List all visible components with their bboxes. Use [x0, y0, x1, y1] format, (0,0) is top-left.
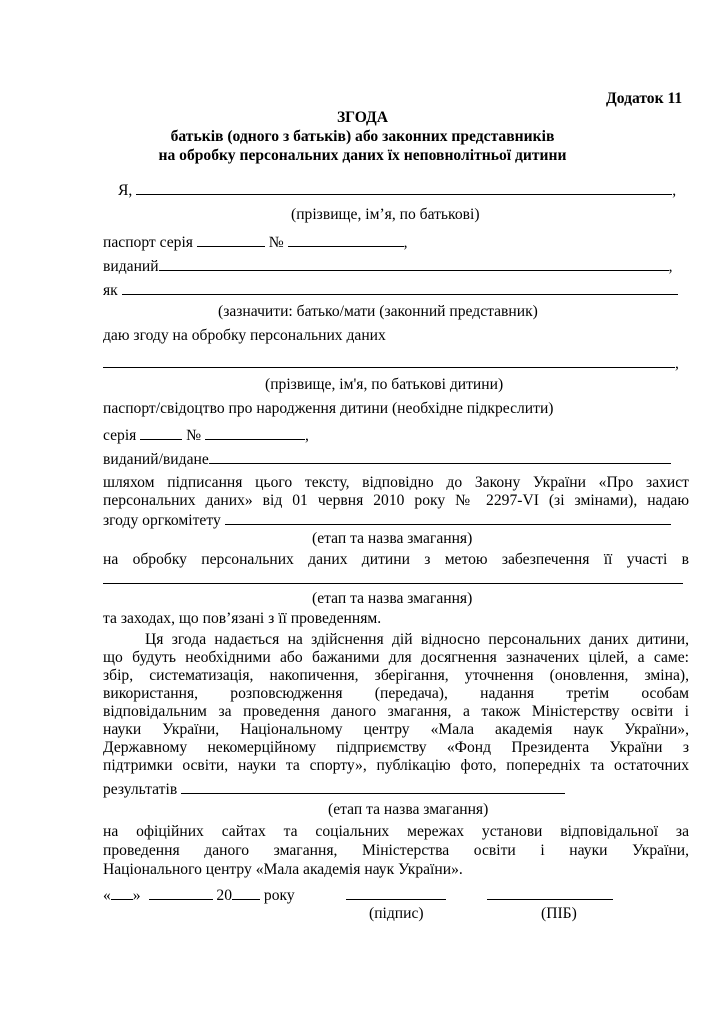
child-document-label: паспорт/свідоцтво про народження дитини (необхідне підкреслити) [103, 400, 554, 417]
para2-line4: використання, розповсюдження (передача), надання третім особам [103, 685, 689, 702]
hint-child-name: (прізвище, ім'я, по батькові дитини) [265, 376, 504, 393]
parent-role-field[interactable] [122, 281, 678, 295]
para1-line2: персональних даних» від 01 червня 2010 року № 2297-VI (зі змінами), надаю [103, 492, 689, 509]
para2-line6: науки України, Національному центру «Мала академія наук України», [103, 721, 689, 738]
para3-line3: Національного центру «Мала академія наук України». [103, 861, 463, 878]
results-label: результатів [103, 781, 178, 798]
consent-line: даю згоду на обробку персональних даних [103, 327, 386, 344]
parent-name-field[interactable] [136, 181, 672, 195]
comma: , [672, 182, 677, 199]
child-name-field[interactable] [103, 354, 675, 368]
document-subtitle-2: на обробку персональних даних їх неповнолітньої дитини [158, 147, 567, 164]
number-sign: № [268, 234, 284, 251]
passport-row: паспорт серія № , [103, 234, 408, 251]
as-row [103, 281, 678, 300]
year-prefix: 20 [216, 887, 232, 904]
passport-series-field[interactable] [197, 233, 265, 247]
para2-line1: Ця згода надається на здійснення дій відносно персональних даних дитини, [145, 631, 689, 648]
issued-fem-label: виданий/видане [103, 451, 209, 468]
para3-line2: проведення даного змагання, Міністерства освіти і науки України, [103, 842, 689, 859]
para2-line2: що будуть необхідними або бажаними для досягнення зазначених цілей, а саме: [103, 649, 689, 666]
issued-field[interactable] [159, 257, 669, 271]
document-subtitle-1: батьків (одного з батьків) або законних представників [170, 128, 555, 145]
child-number-field[interactable] [205, 426, 305, 440]
para1-line1: шляхом підписання цього тексту, відповідно до Закону України «Про захист [103, 474, 689, 491]
signature-label: (підпис) [369, 905, 424, 922]
para2-line7: Державному некомерційному підприємству «Фонд Президента України з [103, 739, 689, 756]
date-row: « » 20 року [103, 887, 295, 904]
purpose-line: на обробку персональних даних дитини з метою забезпечення її участі в [103, 551, 689, 568]
hint-stage-1: (етап та назва змагання) [312, 530, 473, 547]
hint-parent-role: (зазначити: батько/мати (законний представник) [218, 303, 538, 320]
document-title: ЗГОДА [336, 109, 389, 126]
child-name-row: , [103, 354, 679, 373]
full-name-field[interactable] [487, 886, 613, 900]
year-word: року [263, 887, 295, 904]
para1-line3: згоду оргкомітету [103, 512, 221, 529]
child-issued-row [103, 450, 671, 469]
series-label: серія [103, 427, 137, 444]
para2-line3: збір, систематизація, накопичення, зберігання, уточнення (оновлення, зміна), [103, 667, 689, 684]
child-series-field[interactable] [140, 426, 182, 440]
month-field[interactable] [149, 886, 213, 900]
issued-row: виданий , [103, 258, 673, 275]
day-field[interactable] [111, 886, 133, 900]
stage-row-2 [103, 570, 683, 589]
full-name-label: (ПІБ) [541, 905, 577, 922]
hint-parent-name: (прізвище, ім’я, по батькові) [291, 206, 480, 223]
stage-field-1[interactable] [225, 511, 671, 525]
results-row [103, 780, 565, 799]
stage-field-3[interactable] [181, 780, 565, 794]
stage-field-2[interactable] [103, 570, 683, 584]
hint-stage-2: (етап та назва змагання) [312, 590, 473, 607]
issued-label: виданий [103, 258, 159, 275]
hint-stage-3: (етап та назва змагання) [328, 801, 489, 818]
events-line: та заходах, що пов’язані з її проведенням. [103, 610, 382, 627]
para2-line5: відповідальним за проведення даного змагання, а також Міністерству освіти і [103, 703, 689, 720]
full-name-row [487, 886, 613, 905]
passport-number-field[interactable] [288, 233, 404, 247]
signature-row [346, 886, 446, 905]
para3-line1: на офіційних сайтах та соціальних мережах установи відповідальної за [103, 823, 689, 840]
para2-line8: підтримки освіти, науки та спорту», публікацію фото, попередніх та остаточних [103, 757, 689, 774]
as-label: як [103, 282, 118, 299]
ya-label: Я, [118, 182, 133, 199]
passport-series-label: паспорт серія [103, 234, 193, 251]
child-series-row: серія № , [103, 427, 309, 444]
signature-field[interactable] [346, 886, 446, 900]
year-field[interactable] [232, 886, 260, 900]
orgcommittee-row [103, 511, 671, 530]
child-issued-field[interactable] [209, 450, 671, 464]
parent-name-row [118, 181, 676, 200]
appendix-label: Додаток 11 [606, 90, 683, 107]
